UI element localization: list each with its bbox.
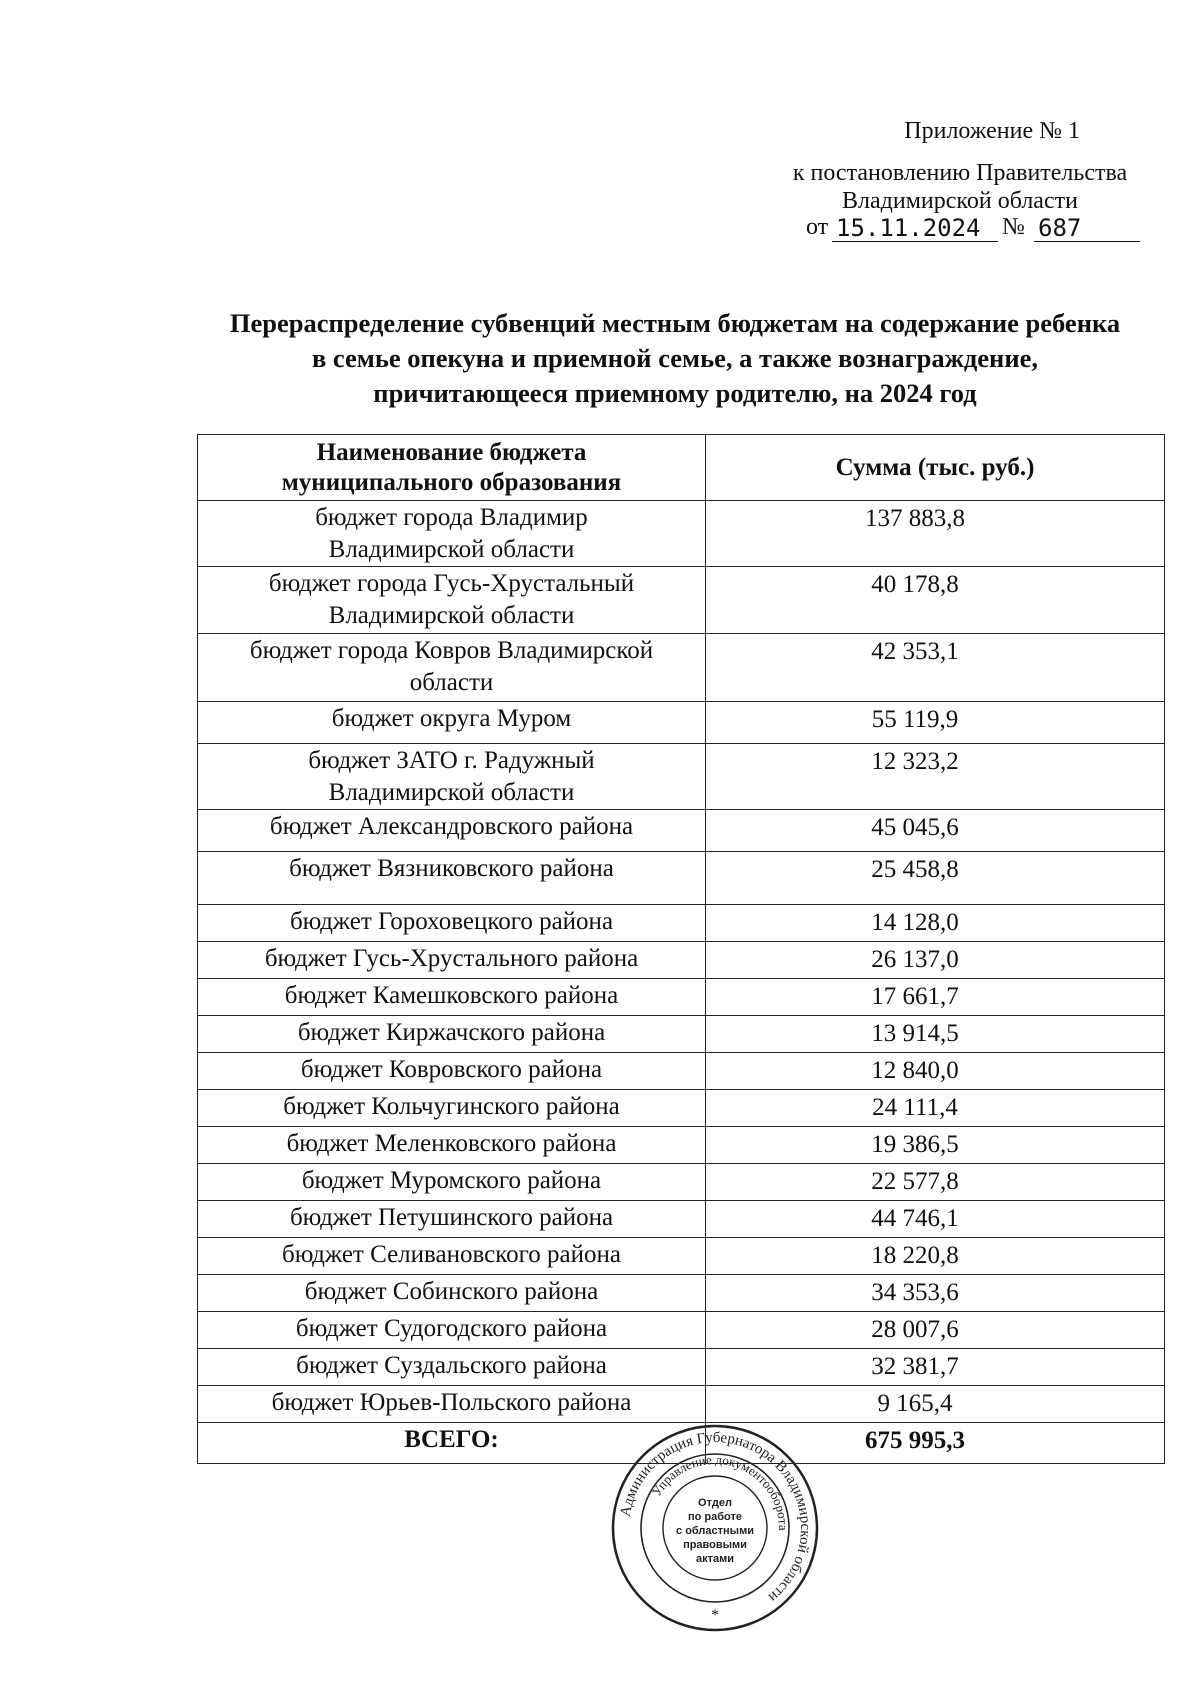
budget-sum: 40 178,8 — [706, 567, 1165, 634]
seal-inner-text: Управление документооборота — [648, 1451, 792, 1531]
budget-name — [198, 1164, 706, 1201]
budget-sum: 12 840,0 — [706, 1053, 1165, 1090]
seal-center-line: Отдел — [698, 1497, 732, 1509]
date-prefix: от — [806, 214, 829, 240]
total-label: ВСЕГО: — [198, 1423, 706, 1464]
seal-center-line: с областными — [676, 1525, 754, 1537]
budget-name — [198, 501, 706, 567]
table-row — [198, 744, 1165, 810]
column-header-sum: Сумма (тыс. руб.) — [706, 435, 1165, 501]
budget-name-line: области — [409, 669, 494, 696]
subventions-table — [197, 434, 1165, 1464]
budget-name-line: бюджет Собинского района — [304, 1278, 599, 1305]
seal-star: * — [711, 1607, 719, 1624]
budget-sum: 13 914,5 — [706, 1016, 1165, 1053]
number-underline — [1034, 241, 1140, 242]
title-line: Перераспределение субвенций местным бюджетам на содержание ребенка — [229, 308, 1121, 338]
title-line: в семье опекуна и приемной семье, а также вознаграждение, — [312, 343, 1038, 373]
resolution-number: 687 — [1038, 214, 1082, 242]
budget-name-line: бюджет Александровского района — [269, 813, 634, 840]
budget-name — [198, 1127, 706, 1164]
budget-name-line: бюджет города Владимир — [315, 504, 588, 531]
budget-name — [198, 1312, 706, 1349]
table-row — [198, 810, 1165, 852]
table-row — [198, 1238, 1165, 1275]
budget-sum: 14 128,0 — [706, 905, 1165, 942]
table-row — [198, 1090, 1165, 1127]
resolution-date: 15.11.2024 — [836, 214, 981, 242]
budget-name — [198, 905, 706, 942]
budget-name — [198, 1238, 706, 1275]
budget-name — [198, 702, 706, 744]
annex-label: Приложение № 1 — [904, 118, 1080, 144]
resolution-line: к постановлению Правительства — [792, 160, 1128, 186]
budget-name-line: бюджет Камешковского района — [284, 982, 619, 1009]
table-row — [198, 1164, 1165, 1201]
date-underline — [832, 241, 998, 242]
table-row — [198, 979, 1165, 1016]
budget-sum: 32 381,7 — [706, 1349, 1165, 1386]
budget-name — [198, 1349, 706, 1386]
table-row — [198, 567, 1165, 634]
number-prefix: № — [1002, 214, 1025, 240]
budget-name-line: бюджет округа Муром — [331, 705, 572, 732]
table-row — [198, 702, 1165, 744]
budget-name — [198, 979, 706, 1016]
budget-name-line: бюджет Гусь-Хрустального района — [264, 945, 639, 972]
budget-sum: 45 045,6 — [706, 810, 1165, 852]
budget-sum: 25 458,8 — [706, 852, 1165, 905]
budget-sum: 9 165,4 — [706, 1386, 1165, 1423]
budget-name-line: бюджет Селивановского района — [282, 1241, 621, 1268]
budget-name — [198, 1275, 706, 1312]
budget-sum: 18 220,8 — [706, 1238, 1165, 1275]
seal-center-line: правовыми — [683, 1539, 747, 1551]
budget-name-line: бюджет Юрьев-Польского района — [271, 1389, 632, 1416]
budget-sum: 34 353,6 — [706, 1275, 1165, 1312]
table-row — [198, 1349, 1165, 1386]
table-header-row — [198, 435, 1165, 501]
budget-sum: 42 353,1 — [706, 634, 1165, 702]
table-row — [198, 1016, 1165, 1053]
budget-name-line: бюджет Судогодского района — [295, 1315, 608, 1342]
budget-name — [198, 634, 706, 702]
table-row — [198, 1275, 1165, 1312]
budget-name — [198, 1053, 706, 1090]
budget-name-line: бюджет Петушинского района — [289, 1204, 614, 1231]
budget-sum: 26 137,0 — [706, 942, 1165, 979]
table-row — [198, 1312, 1165, 1349]
budget-name-line: бюджет Ковровского района — [300, 1056, 603, 1083]
seal-center-line: актами — [695, 1553, 735, 1565]
table-row — [198, 1201, 1165, 1238]
table-row — [198, 1127, 1165, 1164]
budget-name-line: Владимирской области — [328, 779, 575, 806]
resolution-region: Владимирской области — [842, 188, 1078, 214]
budget-sum: 19 386,5 — [706, 1127, 1165, 1164]
budget-name-line: бюджет Кольчугинского района — [283, 1093, 620, 1120]
official-seal — [610, 1408, 820, 1648]
budget-name-line: Владимирской области — [328, 602, 575, 629]
budget-sum: 24 111,4 — [706, 1090, 1165, 1127]
seal-outer-text: Администрация Губернатора Владимирской области — [617, 1429, 814, 1606]
budget-name — [198, 744, 706, 810]
column-header-budget: Наименование бюджета муниципального образования — [198, 435, 706, 501]
budget-name-line: бюджет Меленковского района — [286, 1130, 617, 1157]
document-title — [160, 306, 1190, 411]
resolution-date-number — [806, 214, 1140, 246]
budget-sum: 28 007,6 — [706, 1312, 1165, 1349]
budget-sum: 12 323,2 — [706, 744, 1165, 810]
budget-name — [198, 1016, 706, 1053]
budget-name — [198, 810, 706, 852]
table-row — [198, 852, 1165, 905]
budget-name-line: бюджет города Ковров Владимирской — [249, 637, 654, 664]
seal-center-line: по работе — [687, 1511, 743, 1523]
budget-sum: 22 577,8 — [706, 1164, 1165, 1201]
title-line: причитающееся приемному родителю, на 2024 год — [373, 378, 977, 408]
budget-name — [198, 1090, 706, 1127]
budget-name-line: бюджет Гороховецкого района — [289, 908, 614, 935]
budget-name-line: бюджет Вязниковского района — [289, 855, 614, 882]
budget-name-line: бюджет города Гусь-Хрустальный — [268, 570, 635, 597]
budget-name-line: бюджет Суздальского района — [296, 1352, 607, 1379]
budget-name — [198, 852, 706, 905]
total-sum: 675 995,3 — [706, 1423, 1165, 1464]
budget-name-line: бюджет ЗАТО г. Радужный — [308, 747, 595, 774]
table-row — [198, 905, 1165, 942]
budget-sum: 137 883,8 — [706, 501, 1165, 567]
budget-name — [198, 942, 706, 979]
budget-name-line: бюджет Муромского района — [301, 1167, 602, 1194]
budget-sum: 55 119,9 — [706, 702, 1165, 744]
table-row — [198, 634, 1165, 702]
budget-name-line: бюджет Киржачского района — [297, 1019, 606, 1046]
budget-sum: 44 746,1 — [706, 1201, 1165, 1238]
budget-name — [198, 567, 706, 634]
table-row — [198, 942, 1165, 979]
table-row — [198, 1053, 1165, 1090]
budget-name-line: Владимирской области — [328, 536, 575, 563]
table-row — [198, 501, 1165, 567]
budget-name — [198, 1201, 706, 1238]
budget-sum: 17 661,7 — [706, 979, 1165, 1016]
